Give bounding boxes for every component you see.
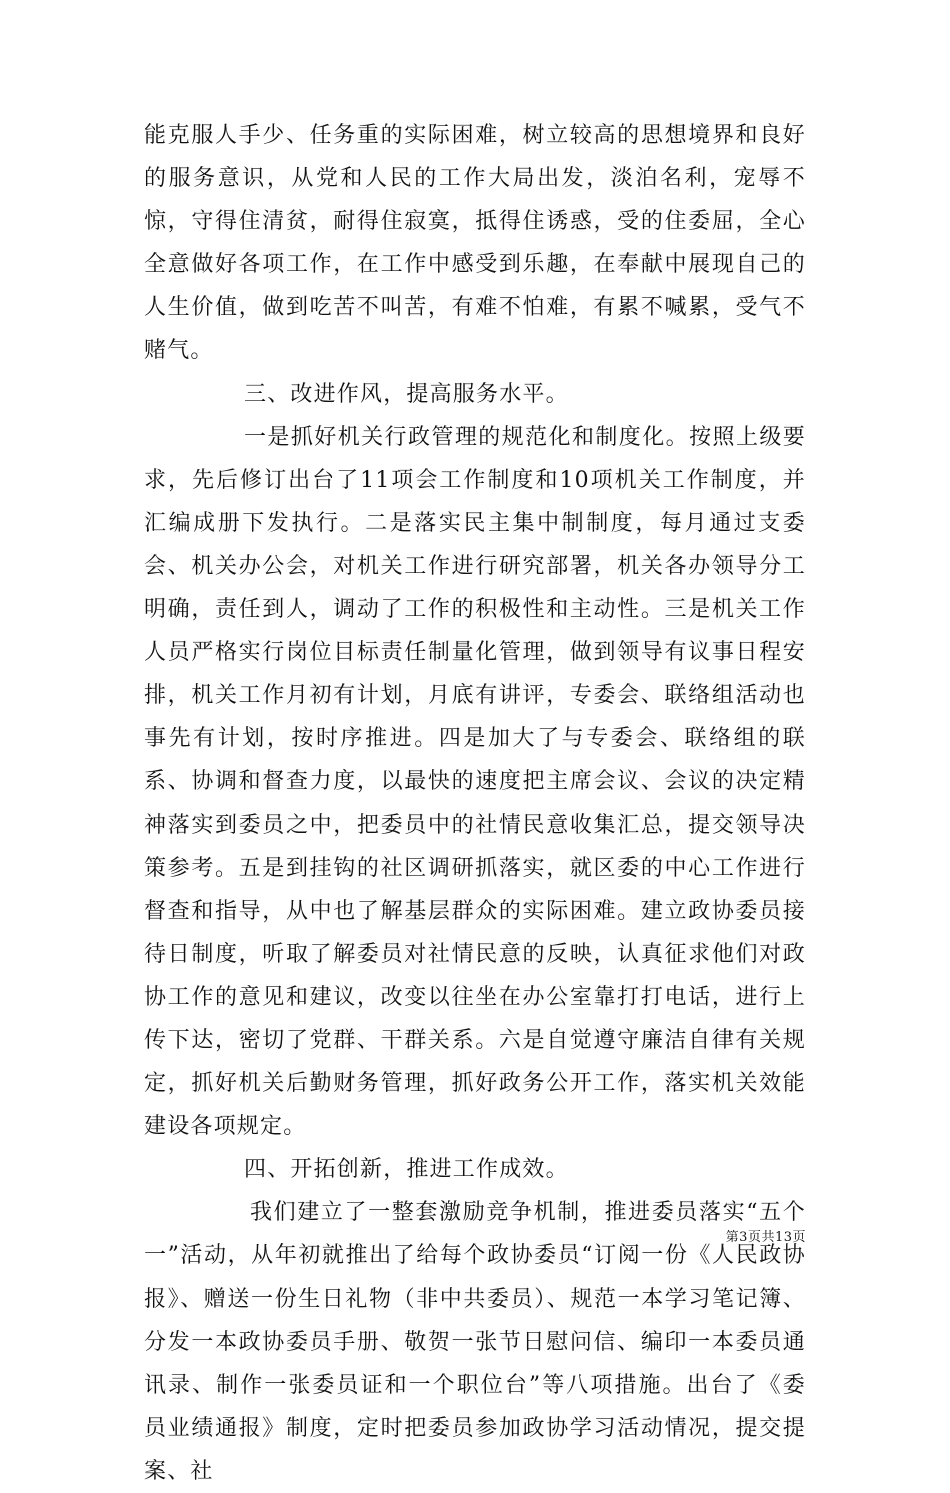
paragraph-section-3: 一是抓好机关行政管理的规范化和制度化。按照上级要求，先后修订出台了11项会工作制度和10项机关工作制度，并汇编成册下发执行。二是落实民主集中制制度，每月通过支委会、机关办公会，对机关工作进行研究部署，机关各办领导分工明确，责任到人，调动了工作的积极性和主动性。三是机关工作人员严格实行岗位目标责任制量化管理，做到领导有议事日程安排，机关工作月初有计划，月底有讲评，专委会、联络组活动也事先有计划，按时序推进。四是加大了与专委会、联络组的联系、协调和督查力度，以最快的速度把主席会议、会议的决定精神落实到委员之中，把委员中的社情民意收集汇总，提交领导决策参考。五是到挂钩的社区调研抓落实，就区委的中心工作进行督查和指导，从中也了解基层群众的实际困难。建立政协委员接待日制度，听取了解委员对社情民意的反映，认真征求他们对政协工作的意见和建议，改变以往坐在办公室靠打打电话，进行上传下达，密切了党群、干群关系。六是自觉遵守廉洁自律有关规定，抓好机关后勤财务管理，抓好政务公开工作，落实机关效能建设各项规定。 — [144, 424, 806, 1140]
paragraph-continuation: 能克服人手少、任务重的实际困难，树立较高的思想境界和良好的服务意识，从党和人民的工作大局出发，淡泊名利，宠辱不惊，守得住清贫，耐得住寂寞，抵得住诱惑，受的住委屈，全心全意做好各项工作，在工作中感受到乐趣，在奉献中展现自己的人生价值，做到吃苦不叫苦，有难不怕难，有累不喊累，受气不赌气。 — [144, 123, 806, 364]
section-heading-4: 四、开拓创新，推进工作成效。 — [244, 1157, 569, 1183]
page-number-footer: 第3页共13页 — [725, 1230, 806, 1245]
section-heading-3: 三、改进作风，提高服务水平。 — [244, 381, 569, 407]
document-body — [144, 114, 806, 1493]
paragraph-section-4: 我们建立了一整套激励竞争机制，推进委员落实“五个一”活动，从年初就推出了给每个政协委员“订阅一份《人民政协报》、赠送一份生日礼物（非中共委员）、规范一本学习笔记簿、分发一本政协委员手册、敬贺一张节日慰问信、编印一本委员通讯录、制作一张委员证和一个职位台”等八项措施。出台了《委员业绩通报》制度，定时把委员参加政协学习活动情况，提交提案、社 — [144, 1200, 806, 1484]
